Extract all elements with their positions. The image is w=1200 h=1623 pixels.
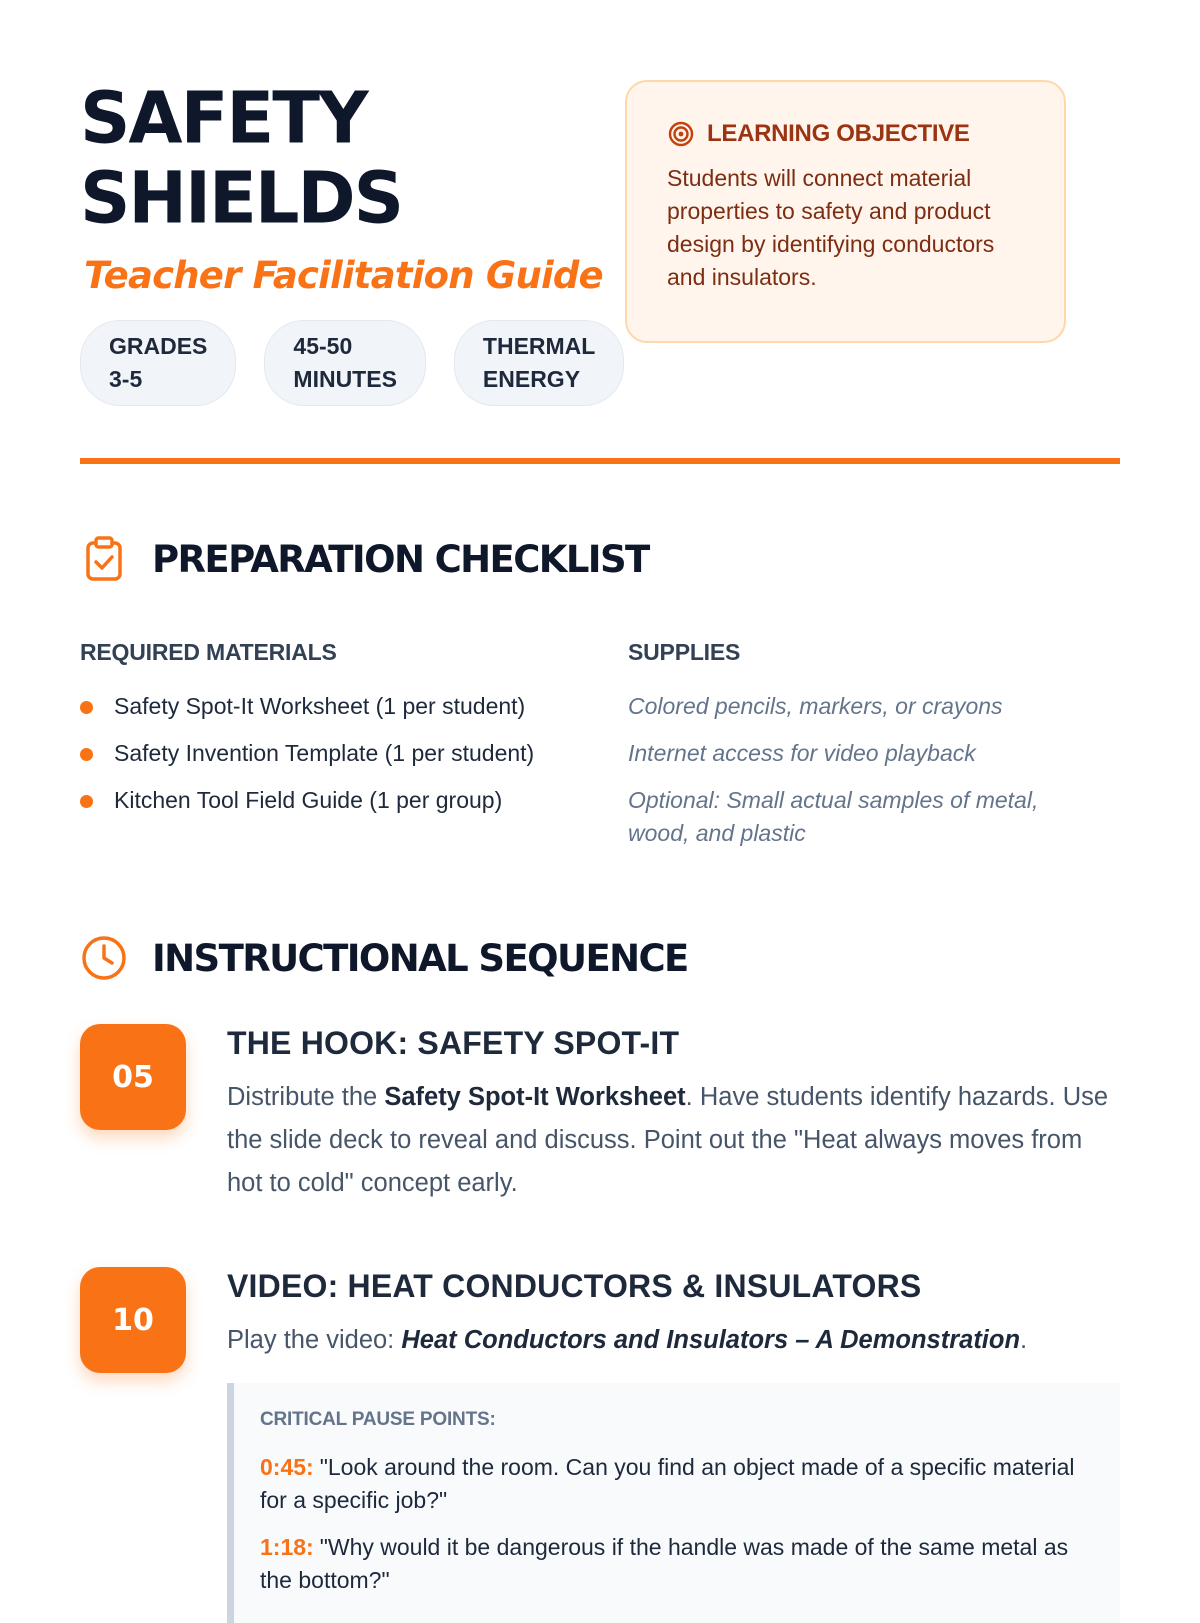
step-text-part: . xyxy=(1020,1326,1028,1354)
list-item: Colored pencils, markers, or crayons xyxy=(628,693,1003,719)
duration-pill xyxy=(264,320,426,406)
pill-line: GRADES xyxy=(109,333,208,359)
worksheet-name: Safety Spot-It Worksheet xyxy=(384,1083,686,1111)
objective-text: Students will connect material properties to safety and product design by identifying conductors and insulators. xyxy=(667,165,995,290)
pill-line: ENERGY xyxy=(482,366,581,392)
pause-point xyxy=(260,1531,1094,1597)
grade-pill xyxy=(80,320,236,406)
instructional-sequence-heading xyxy=(80,934,688,982)
pause-point xyxy=(260,1451,1094,1517)
pause-quote: "Why would it be dangerous if the handle was made of the same metal as the bottom?" xyxy=(260,1534,1069,1593)
pause-points-label: CRITICAL PAUSE POINTS: xyxy=(260,1409,496,1430)
title-line-1: SAFETY xyxy=(80,76,367,161)
pill-line: MINUTES xyxy=(293,366,397,392)
topic-pill xyxy=(454,320,624,406)
pause-quote: "Look around the room. Can you find an object made of a specific material for a specific job?" xyxy=(260,1454,1075,1513)
clipboard-check-icon xyxy=(80,535,128,583)
step-description xyxy=(227,1076,1120,1205)
step-text-part: Distribute the xyxy=(227,1083,385,1111)
supplies-label: SUPPLIES xyxy=(628,639,741,665)
list-item: Kitchen Tool Field Guide (1 per group) xyxy=(80,784,600,817)
page-title xyxy=(80,76,402,240)
supplies-list xyxy=(628,690,1098,864)
step-text-part: . Have students identify hazards. Use the slide deck to reveal and discuss. Point out the "Heat always moves from hot to cold" concept early. xyxy=(227,1083,1109,1197)
step-duration-badge: 10 xyxy=(80,1267,186,1373)
header-divider xyxy=(80,458,1120,464)
page-subtitle: Teacher Facilitation Guide xyxy=(84,254,603,297)
required-materials-label: REQUIRED MATERIALS xyxy=(80,639,337,665)
step-video xyxy=(227,1268,1120,1362)
step-description xyxy=(227,1319,1120,1362)
pill-line: THERMAL xyxy=(482,333,596,359)
step-hook xyxy=(227,1025,1120,1205)
section-title: INSTRUCTIONAL SEQUENCE xyxy=(152,936,688,980)
step-text-part: Play the video: xyxy=(227,1326,402,1354)
pause-timestamp: 1:18: xyxy=(260,1534,314,1560)
pill-line: 45-50 xyxy=(293,333,353,359)
step-title: VIDEO: HEAT CONDUCTORS & INSULATORS xyxy=(227,1268,922,1304)
target-icon xyxy=(667,120,695,148)
step-title: THE HOOK: SAFETY SPOT-IT xyxy=(227,1025,680,1061)
video-title: Heat Conductors and Insulators – A Demonstration xyxy=(401,1326,1021,1354)
title-line-2: SHIELDS xyxy=(80,155,402,240)
step-duration-badge: 05 xyxy=(80,1024,186,1130)
preparation-checklist-heading xyxy=(80,535,649,583)
required-materials-list xyxy=(80,690,600,831)
pause-timestamp: 0:45: xyxy=(260,1454,314,1480)
objective-header xyxy=(667,120,1024,148)
list-item: Internet access for video playback xyxy=(628,740,976,766)
clock-icon xyxy=(80,934,128,982)
section-title: PREPARATION CHECKLIST xyxy=(152,537,649,581)
learning-objective-card xyxy=(625,80,1066,343)
meta-pills xyxy=(80,320,624,406)
list-item: Safety Invention Template (1 per student) xyxy=(80,737,600,770)
pill-line: 3-5 xyxy=(109,366,143,392)
pause-points-box xyxy=(227,1383,1120,1623)
list-item: Safety Spot-It Worksheet (1 per student) xyxy=(80,690,600,723)
objective-label: LEARNING OBJECTIVE xyxy=(707,120,970,147)
list-item: Optional: Small actual samples of metal, wood, and plastic xyxy=(628,787,1039,846)
